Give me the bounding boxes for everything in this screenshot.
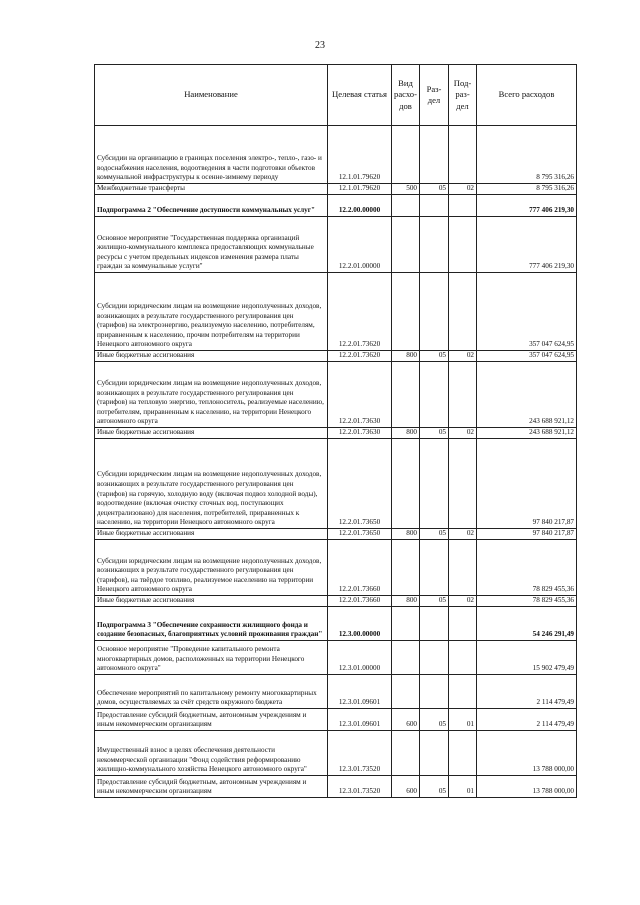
row-target-article-cell: 12.2.00.00000: [328, 195, 392, 217]
row-total-cell: 13 788 000,00: [477, 731, 577, 776]
header-subsection: Под-раз-дел: [449, 65, 477, 126]
row-target-article-cell: 12.2.01.73650: [328, 529, 392, 540]
table-row: [95, 428, 577, 439]
row-total-cell: 13 788 000,00: [477, 776, 577, 798]
row-target-article-cell: 12.2.01.73630: [328, 428, 392, 439]
row-section-cell: [420, 641, 449, 675]
row-target-article-cell: 12.2.01.73660: [328, 540, 392, 596]
table-header-row: [95, 65, 577, 126]
row-expense-type-cell: 600: [392, 776, 420, 798]
row-target-article-cell: 12.2.01.00000: [328, 217, 392, 273]
row-total-cell: 78 829 455,36: [477, 540, 577, 596]
row-subsection-cell: [449, 362, 477, 428]
row-total-cell: 8 795 316,26: [477, 184, 577, 195]
table-row: [95, 675, 577, 709]
row-expense-type-cell: 800: [392, 428, 420, 439]
row-target-article-cell: 12.3.01.09601: [328, 675, 392, 709]
row-total-cell: 2 114 479,49: [477, 675, 577, 709]
budget-table: [94, 64, 577, 798]
table-row: [95, 607, 577, 641]
row-subsection-cell: [449, 540, 477, 596]
row-subsection-cell: [449, 607, 477, 641]
row-target-article-cell: 12.2.01.73620: [328, 351, 392, 362]
row-total-cell: 97 840 217,87: [477, 439, 577, 529]
row-name-cell: Основное мероприятие "Государственная поддержка организаций жилищно-коммунального комплекса предоставляющих коммунальные ресурсы с учетом предельных индексов изменения размера платы граждан за коммунальные услуги": [95, 217, 328, 273]
table-row: [95, 351, 577, 362]
row-subsection-cell: [449, 273, 477, 351]
row-total-cell: 97 840 217,87: [477, 529, 577, 540]
row-total-cell: 357 047 624,95: [477, 351, 577, 362]
row-section-cell: [420, 195, 449, 217]
row-expense-type-cell: [392, 195, 420, 217]
table-row: [95, 529, 577, 540]
row-subsection-cell: 02: [449, 351, 477, 362]
header-expense-type: Вид расхо-дов: [392, 65, 420, 126]
row-name-cell: Иные бюджетные ассигнования: [95, 529, 328, 540]
table-row: [95, 362, 577, 428]
table-row: [95, 273, 577, 351]
row-target-article-cell: 12.2.01.73660: [328, 596, 392, 607]
row-name-cell: Предоставление субсидий бюджетным, автономным учреждениям и иным некоммерческим организациям: [95, 776, 328, 798]
page-number: 23: [315, 40, 325, 51]
row-expense-type-cell: [392, 217, 420, 273]
row-name-cell: Межбюджетные трансферты: [95, 184, 328, 195]
header-name: Наименование: [95, 65, 328, 126]
row-subsection-cell: [449, 195, 477, 217]
table-row: [95, 184, 577, 195]
row-section-cell: 05: [420, 596, 449, 607]
row-target-article-cell: 12.3.01.73520: [328, 776, 392, 798]
row-subsection-cell: 01: [449, 776, 477, 798]
row-name-cell: Субсидии юридическим лицам на возмещение недополученных доходов, возникающих в результате государственного регулирования цен (тарифов), на твёрдое топливо, реализуемое населению на территории Ненецкого автономного округа: [95, 540, 328, 596]
row-total-cell: 777 406 219,30: [477, 195, 577, 217]
row-subsection-cell: 02: [449, 529, 477, 540]
table-row: [95, 731, 577, 776]
table-row: [95, 596, 577, 607]
row-name-cell: Иные бюджетные ассигнования: [95, 596, 328, 607]
table-row: [95, 641, 577, 675]
row-total-cell: 15 902 479,49: [477, 641, 577, 675]
table-row: [95, 776, 577, 798]
row-expense-type-cell: 800: [392, 529, 420, 540]
row-target-article-cell: 12.1.01.79620: [328, 126, 392, 184]
table-body: [95, 126, 577, 798]
row-expense-type-cell: [392, 607, 420, 641]
row-section-cell: [420, 540, 449, 596]
row-name-cell: Иные бюджетные ассигнования: [95, 351, 328, 362]
row-target-article-cell: 12.3.01.09601: [328, 709, 392, 731]
row-section-cell: [420, 126, 449, 184]
header-target-article: Целевая статья: [328, 65, 392, 126]
row-expense-type-cell: [392, 126, 420, 184]
row-total-cell: 54 246 291,49: [477, 607, 577, 641]
row-section-cell: 05: [420, 529, 449, 540]
row-expense-type-cell: [392, 439, 420, 529]
row-subsection-cell: [449, 126, 477, 184]
row-name-cell: Подпрограмма 2 "Обеспечение доступности коммунальных услуг": [95, 195, 328, 217]
row-expense-type-cell: [392, 362, 420, 428]
row-name-cell: Субсидии юридическим лицам на возмещение недополученных доходов, возникающих в результате государственного регулирования цен (тарифов) на электроэнергию, реализуемую населению, потребителям, приравненным к населению, прочим потребителям на территории Ненецкого автономного округа: [95, 273, 328, 351]
row-total-cell: 777 406 219,30: [477, 217, 577, 273]
row-total-cell: 78 829 455,36: [477, 596, 577, 607]
row-section-cell: 05: [420, 351, 449, 362]
row-name-cell: Субсидии юридическим лицам на возмещение недополученных доходов, возникающих в результате государственного регулирования цен (тарифов) на тепловую энергию, теплоноситель, реализуемые населению, потребителям, приравненным к населению, на территории Ненецкого автономного округа: [95, 362, 328, 428]
row-section-cell: [420, 731, 449, 776]
table-row: [95, 709, 577, 731]
row-subsection-cell: [449, 675, 477, 709]
row-target-article-cell: 12.3.00.00000: [328, 607, 392, 641]
row-expense-type-cell: [392, 731, 420, 776]
row-target-article-cell: 12.2.01.73650: [328, 439, 392, 529]
row-expense-type-cell: 500: [392, 184, 420, 195]
row-subsection-cell: 02: [449, 596, 477, 607]
header-section: Раз-дел: [420, 65, 449, 126]
row-name-cell: Подпрограмма 3 "Обеспечение сохранности жилищного фонда и создание безопасных, благоприятных условий проживания граждан": [95, 607, 328, 641]
row-total-cell: 243 688 921,12: [477, 428, 577, 439]
row-total-cell: 2 114 479,49: [477, 709, 577, 731]
row-section-cell: [420, 217, 449, 273]
row-target-article-cell: 12.2.01.73620: [328, 273, 392, 351]
row-target-article-cell: 12.3.01.73520: [328, 731, 392, 776]
row-section-cell: [420, 675, 449, 709]
row-name-cell: Предоставление субсидий бюджетным, автономным учреждениям и иным некоммерческим организациям: [95, 709, 328, 731]
row-name-cell: Субсидии юридическим лицам на возмещение недополученных доходов, возникающих в результате государственного регулирования цен (тарифов) на горячую, холодную воду (включая подвоз холодной воды), водоотведение (включая очистку сточных вод, поступающих децентрализовано) для населения, потребителей, приравненных к населению, на территории Ненецкого автономного округа: [95, 439, 328, 529]
row-target-article-cell: 12.1.01.79620: [328, 184, 392, 195]
row-name-cell: Иные бюджетные ассигнования: [95, 428, 328, 439]
row-section-cell: 05: [420, 428, 449, 439]
row-total-cell: 243 688 921,12: [477, 362, 577, 428]
row-subsection-cell: 01: [449, 709, 477, 731]
row-target-article-cell: 12.2.01.73630: [328, 362, 392, 428]
row-name-cell: Имущественный взнос в целях обеспечения деятельности некоммерческой организации "Фонд содействия реформированию жилищно-коммунального хозяйства Ненецкого автономного округа": [95, 731, 328, 776]
row-target-article-cell: 12.3.01.00000: [328, 641, 392, 675]
row-section-cell: 05: [420, 184, 449, 195]
row-expense-type-cell: [392, 273, 420, 351]
row-subsection-cell: [449, 439, 477, 529]
row-expense-type-cell: 800: [392, 351, 420, 362]
row-name-cell: Обеспечение мероприятий по капитальному ремонту многоквартирных домов, осуществляемых за счёт средств окружного бюджета: [95, 675, 328, 709]
row-section-cell: [420, 362, 449, 428]
row-section-cell: [420, 273, 449, 351]
row-total-cell: 357 047 624,95: [477, 273, 577, 351]
row-section-cell: [420, 607, 449, 641]
row-section-cell: 05: [420, 709, 449, 731]
row-subsection-cell: [449, 217, 477, 273]
table-row: [95, 540, 577, 596]
row-subsection-cell: 02: [449, 428, 477, 439]
row-expense-type-cell: 800: [392, 596, 420, 607]
row-expense-type-cell: 600: [392, 709, 420, 731]
table-row: [95, 126, 577, 184]
row-expense-type-cell: [392, 641, 420, 675]
row-expense-type-cell: [392, 540, 420, 596]
table-row: [95, 195, 577, 217]
row-total-cell: 8 795 316,26: [477, 126, 577, 184]
row-subsection-cell: [449, 731, 477, 776]
row-name-cell: Основное мероприятие "Проведение капитального ремонта многоквартирных домов, расположенных на территории Ненецкого автономного округа": [95, 641, 328, 675]
table-row: [95, 217, 577, 273]
row-section-cell: 05: [420, 776, 449, 798]
row-section-cell: [420, 439, 449, 529]
table-row: [95, 439, 577, 529]
row-name-cell: Субсидии на организацию в границах поселения электро-, тепло-, газо- и водоснабжения населения, водоотведения в части подготовки объектов коммунальной инфраструктуры к осенне-зимнему периоду: [95, 126, 328, 184]
row-subsection-cell: [449, 641, 477, 675]
header-total: Всего расходов: [477, 65, 577, 126]
row-expense-type-cell: [392, 675, 420, 709]
row-subsection-cell: 02: [449, 184, 477, 195]
